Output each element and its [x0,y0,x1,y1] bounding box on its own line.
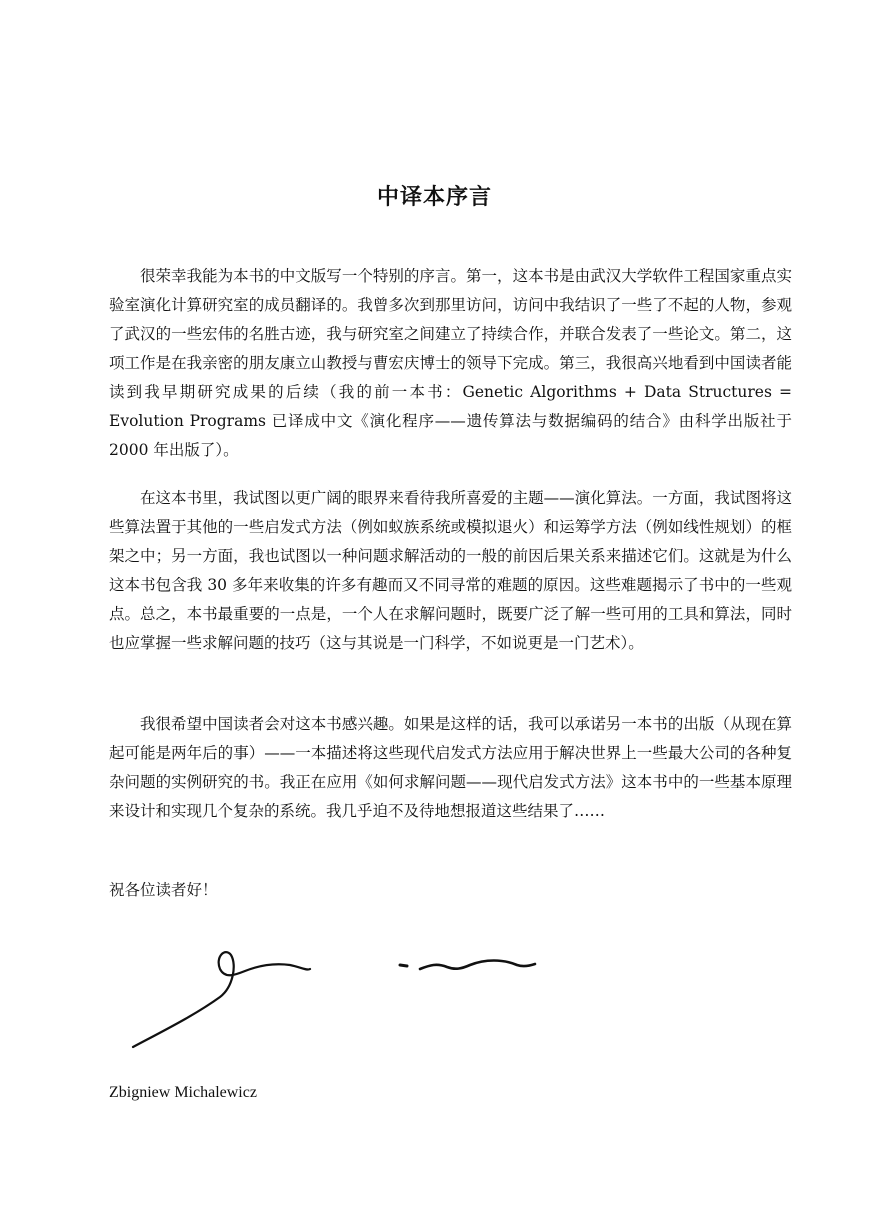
handwritten-signature [125,935,545,1055]
paragraph-2: 在这本书里，我试图以更广阔的眼界来看待我所喜爱的主题——演化算法。一方面，我试图将这些算法置于其他的一些启发式方法（例如蚁族系统或模拟退火）和运筹学方法（例如线性规划）的框架之中；另一方面，我也试图以一种问题求解活动的一般的前因后果关系来描述它们。这就是为什么这本书包含我 30 多年来收集的许多有趣而又不同寻常的难题的原因。这些难题揭示了书中的一些观点。总之，本书最重要的一点是，一个人在求解问题时，既要广泛了解一些可用的工具和算法，同时也应掌握一些求解问题的技巧（这与其说是一门科学，不如说更是一门艺术）。 [109,489,792,652]
author-name: Zbigniew Michalewicz [109,1084,257,1101]
greeting: 祝各位读者好！ [109,881,218,899]
paragraph-1: 很荣幸我能为本书的中文版写一个特别的序言。第一，这本书是由武汉大学软件工程国家重点实验室演化计算研究室的成员翻译的。我曾多次到那里访问，访问中我结识了一些了不起的人物，参观了武汉的一些宏伟的名胜古迹，我与研究室之间建立了持续合作，并联合发表了一些论文。第二，这项工作是在我亲密的朋友康立山教授与曹宏庆博士的领导下完成。第三，我很高兴地看到中国读者能读到我早期研究成果的后续（我的前一本书：Genetic Algorithms + Data Structures = Evolution Programs 已译成中文《演化程序——遗传算法与数据编码的结合》由科学出版社于 2000 年出版了）。 [109,267,792,459]
paragraph-3: 我很希望中国读者会对这本书感兴趣。如果是这样的话，我可以承诺另一本书的出版（从现在算起可能是两年后的事）——一本描述将这些现代启发式方法应用于解决世界上一些最大公司的各种复杂问题的实例研究的书。我正在应用《如何求解问题——现代启发式方法》这本书中的一些基本原理来设计和实现几个复杂的系统。我几乎迫不及待地想报道这些结果了…… [109,715,792,820]
page-title: 中译本序言 [376,185,492,210]
